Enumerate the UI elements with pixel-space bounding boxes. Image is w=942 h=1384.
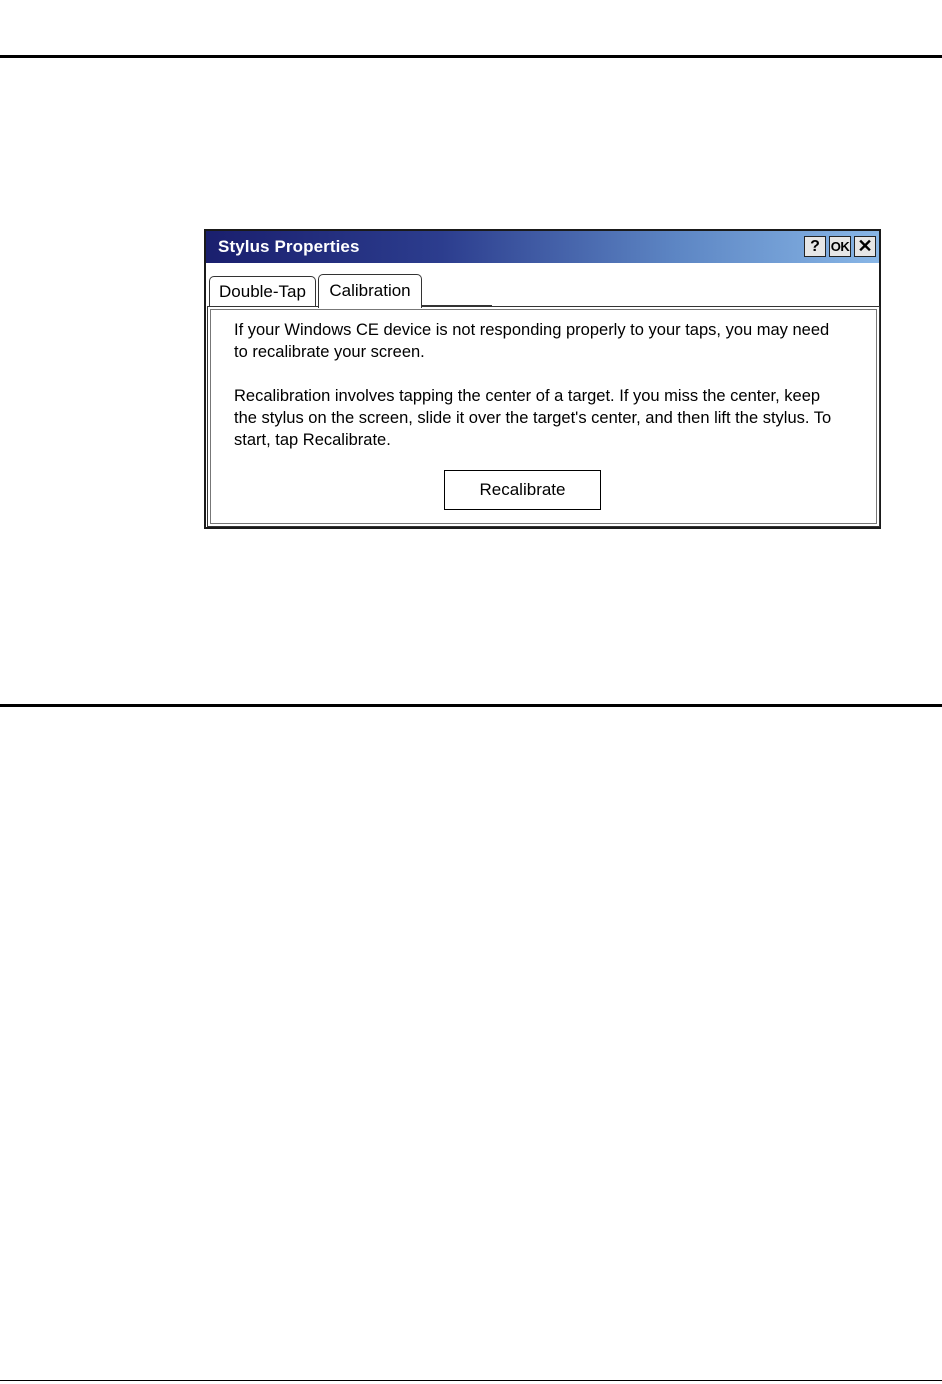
dialog-title: Stylus Properties <box>218 237 360 256</box>
title-bar <box>206 231 879 263</box>
calibration-intro-text: If your Windows CE device is not responding properly to your taps, you may need to recalibrate your screen. <box>234 321 830 361</box>
stylus-properties-dialog <box>204 229 881 529</box>
help-button[interactable]: ? <box>804 236 826 257</box>
close-icon[interactable]: ✕ <box>854 236 876 257</box>
ok-button[interactable]: OK <box>829 236 851 257</box>
recalibrate-button[interactable]: Recalibrate <box>444 470 601 510</box>
page-bottom-rule <box>0 1380 942 1381</box>
calibration-instructions-text: Recalibration involves tapping the center of a target. If you miss the center, keep the stylus on the screen, slide it over the target's center, and then lift the stylus. To start, tap Recalibrate. <box>234 387 832 449</box>
tab-calibration[interactable]: Calibration <box>318 274 422 308</box>
page-top-rule <box>0 55 942 58</box>
section-rule <box>0 704 942 707</box>
tab-strip-line <box>422 305 492 306</box>
tab-double-tap[interactable]: Double-Tap <box>209 276 316 308</box>
